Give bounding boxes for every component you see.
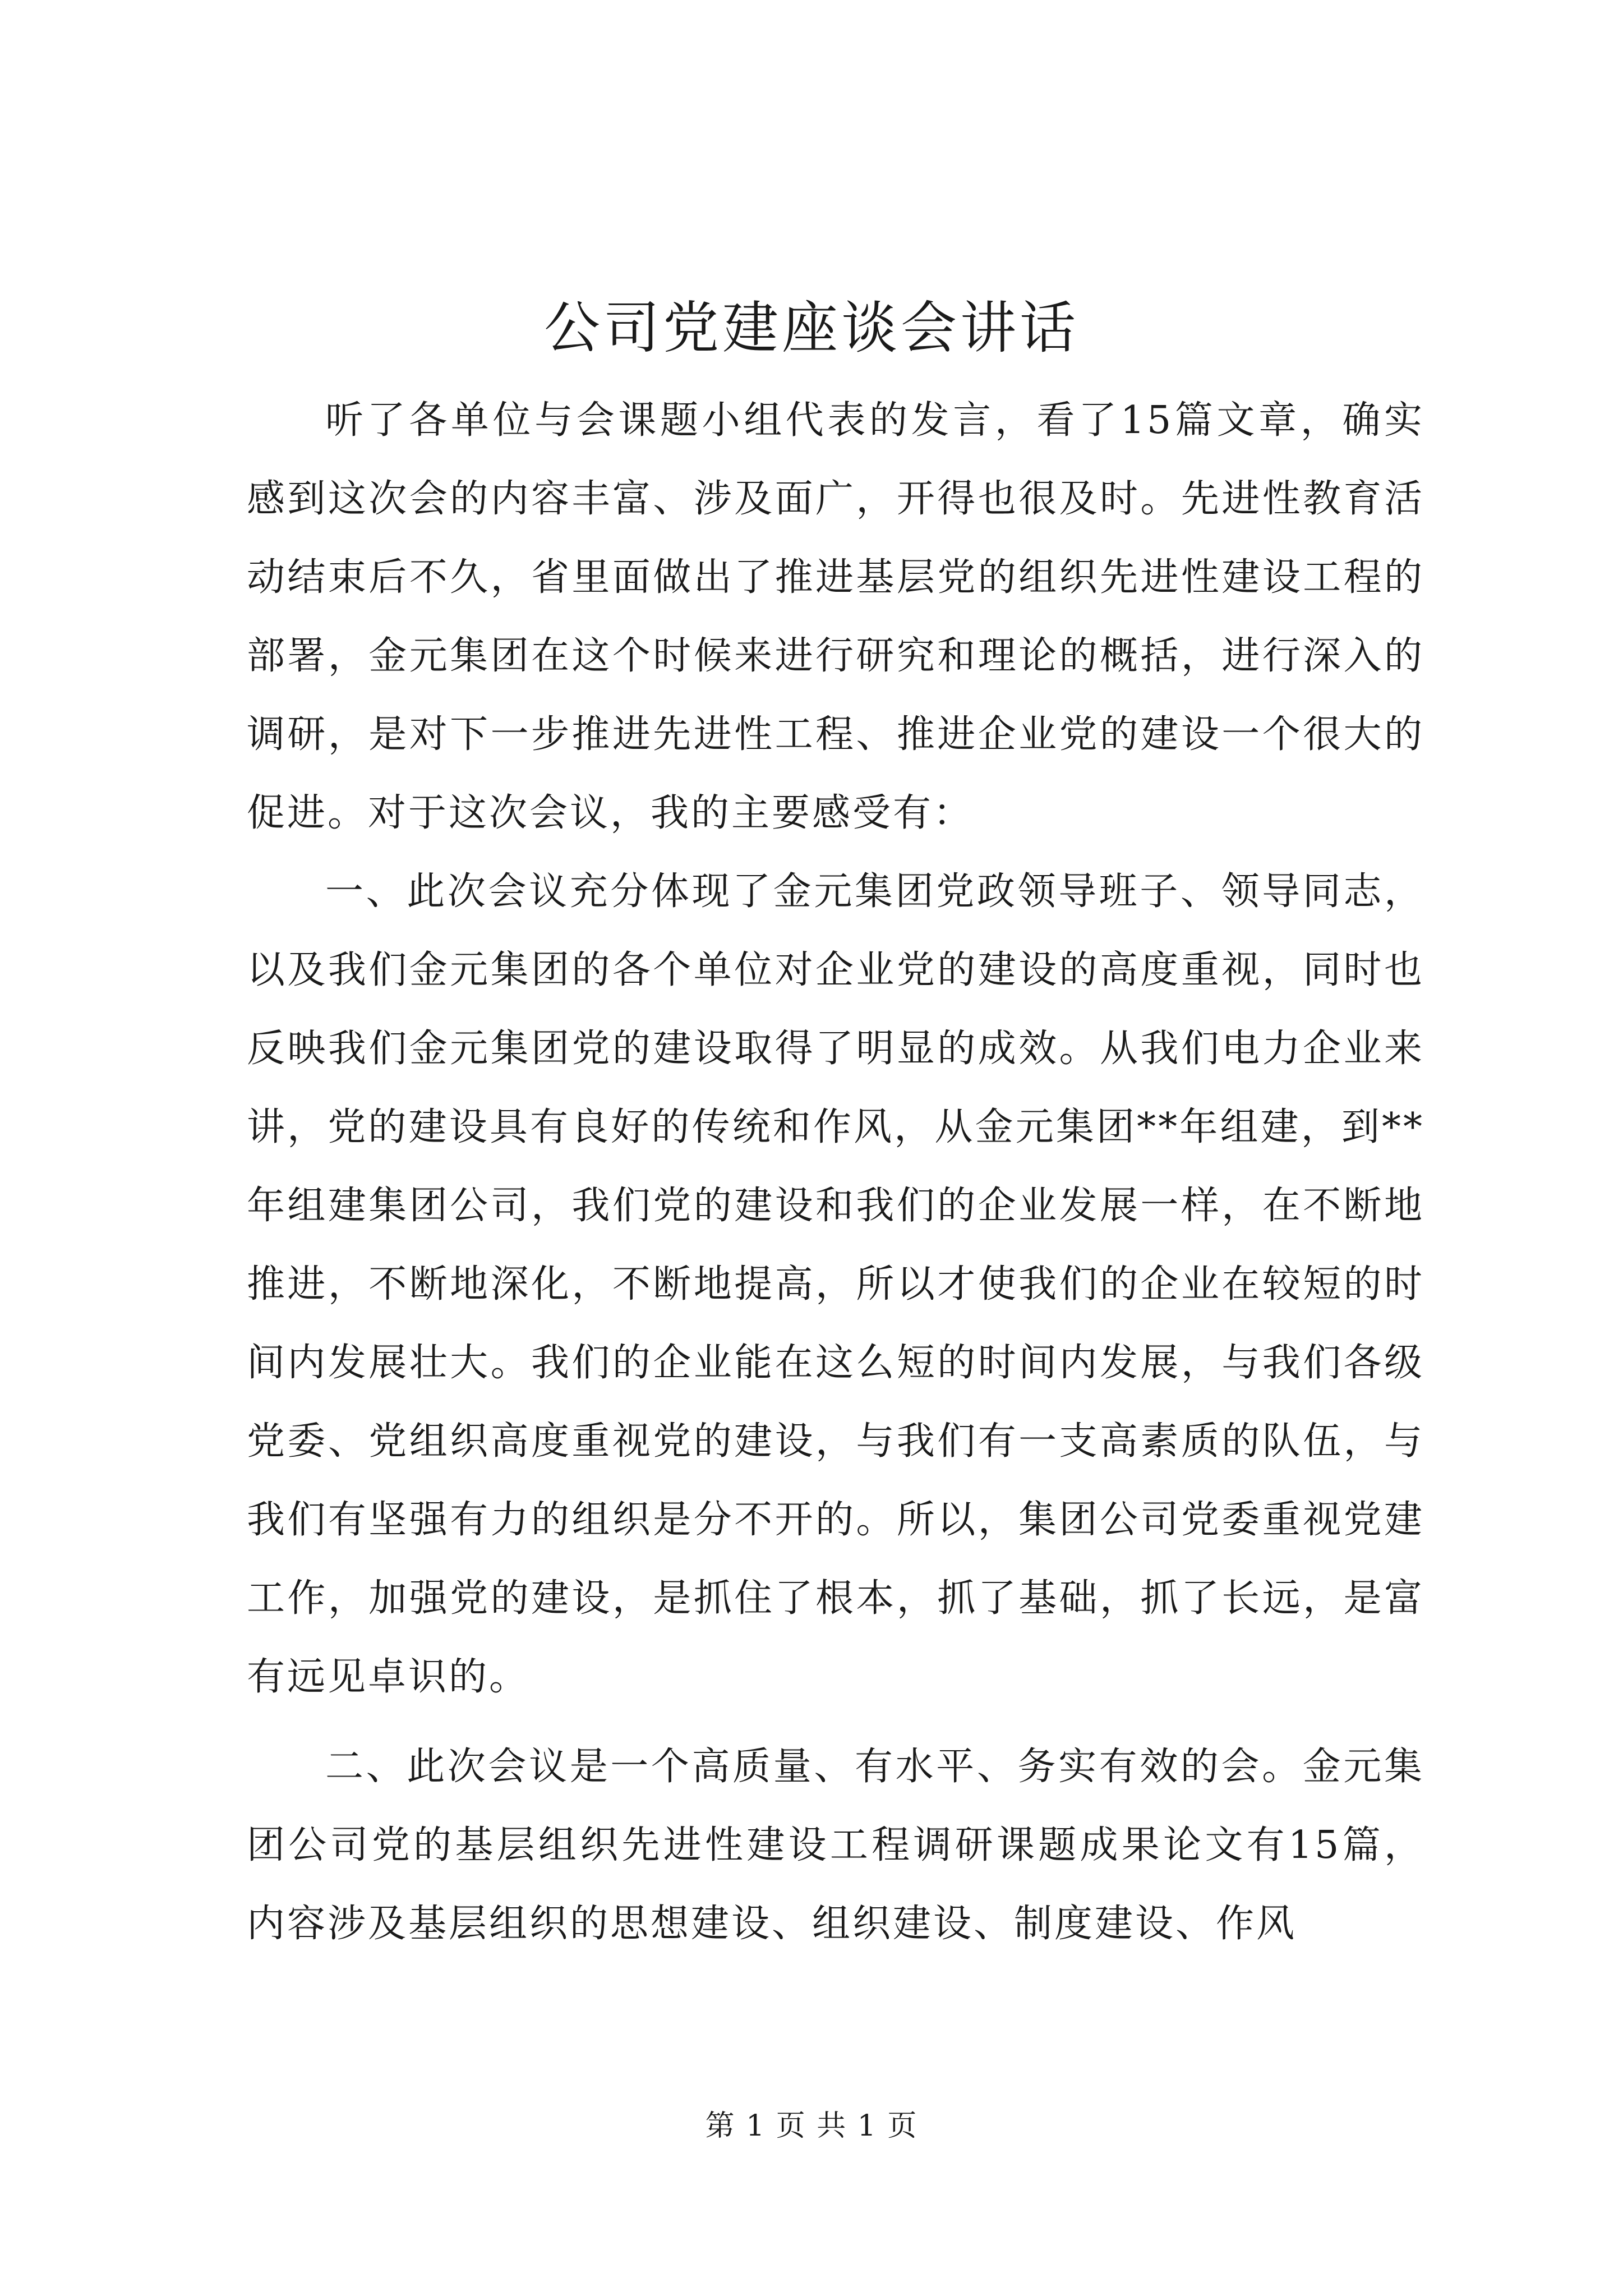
document-title: 公司党建座谈会讲话 — [544, 295, 1079, 361]
paragraph-intro: 听了各单位与会课题小组代表的发言，看了15篇文章，确实感到这次会的内容丰富、涉及面广，开得也很及时。先进性教育活动结束后不久，省里面做出了推进基层党的组织先进性建设工程的部署，金元集团在这个时候来进行研究和理论的概括，进行深入的调研，是对下一步推进先进性工程、推进企业党的建设一个很大的促进。对于这次会议，我的主要感受有： — [247, 398, 1424, 835]
page-number-footer: 第 1 页 共 1 页 — [705, 2109, 918, 2143]
paragraph-point-one: 一、此次会议充分体现了金元集团党政领导班子、领导同志，以及我们金元集团的各个单位对企业党的建设的高度重视，同时也反映我们金元集团党的建设取得了明显的成效。从我们电力企业来讲，党的建设具有良好的传统和作风，从金元集团**年组建，到**年组建集团公司，我们党的建设和我们的企业发展一样，在不断地推进，不断地深化，不断地提高，所以才使我们的企业在较短的时间内发展壮大。我们的企业能在这么短的时间内发展，与我们各级党委、党组织高度重视党的建设，与我们有一支高素质的队伍，与我们有坚强有力的组织是分不开的。所以，集团公司党委重视党建工作，加强党的建设，是抓住了根本，抓了基础，抓了长远，是富有远见卓识的。 — [247, 869, 1424, 1699]
paragraph-point-two: 二、此次会议是一个高质量、有水平、务实有效的会。金元集团公司党的基层组织先进性建设工程调研课题成果论文有15篇，内容涉及基层组织的思想建设、组织建设、制度建设、作风 — [247, 1745, 1424, 1946]
document-body — [247, 381, 1424, 1963]
